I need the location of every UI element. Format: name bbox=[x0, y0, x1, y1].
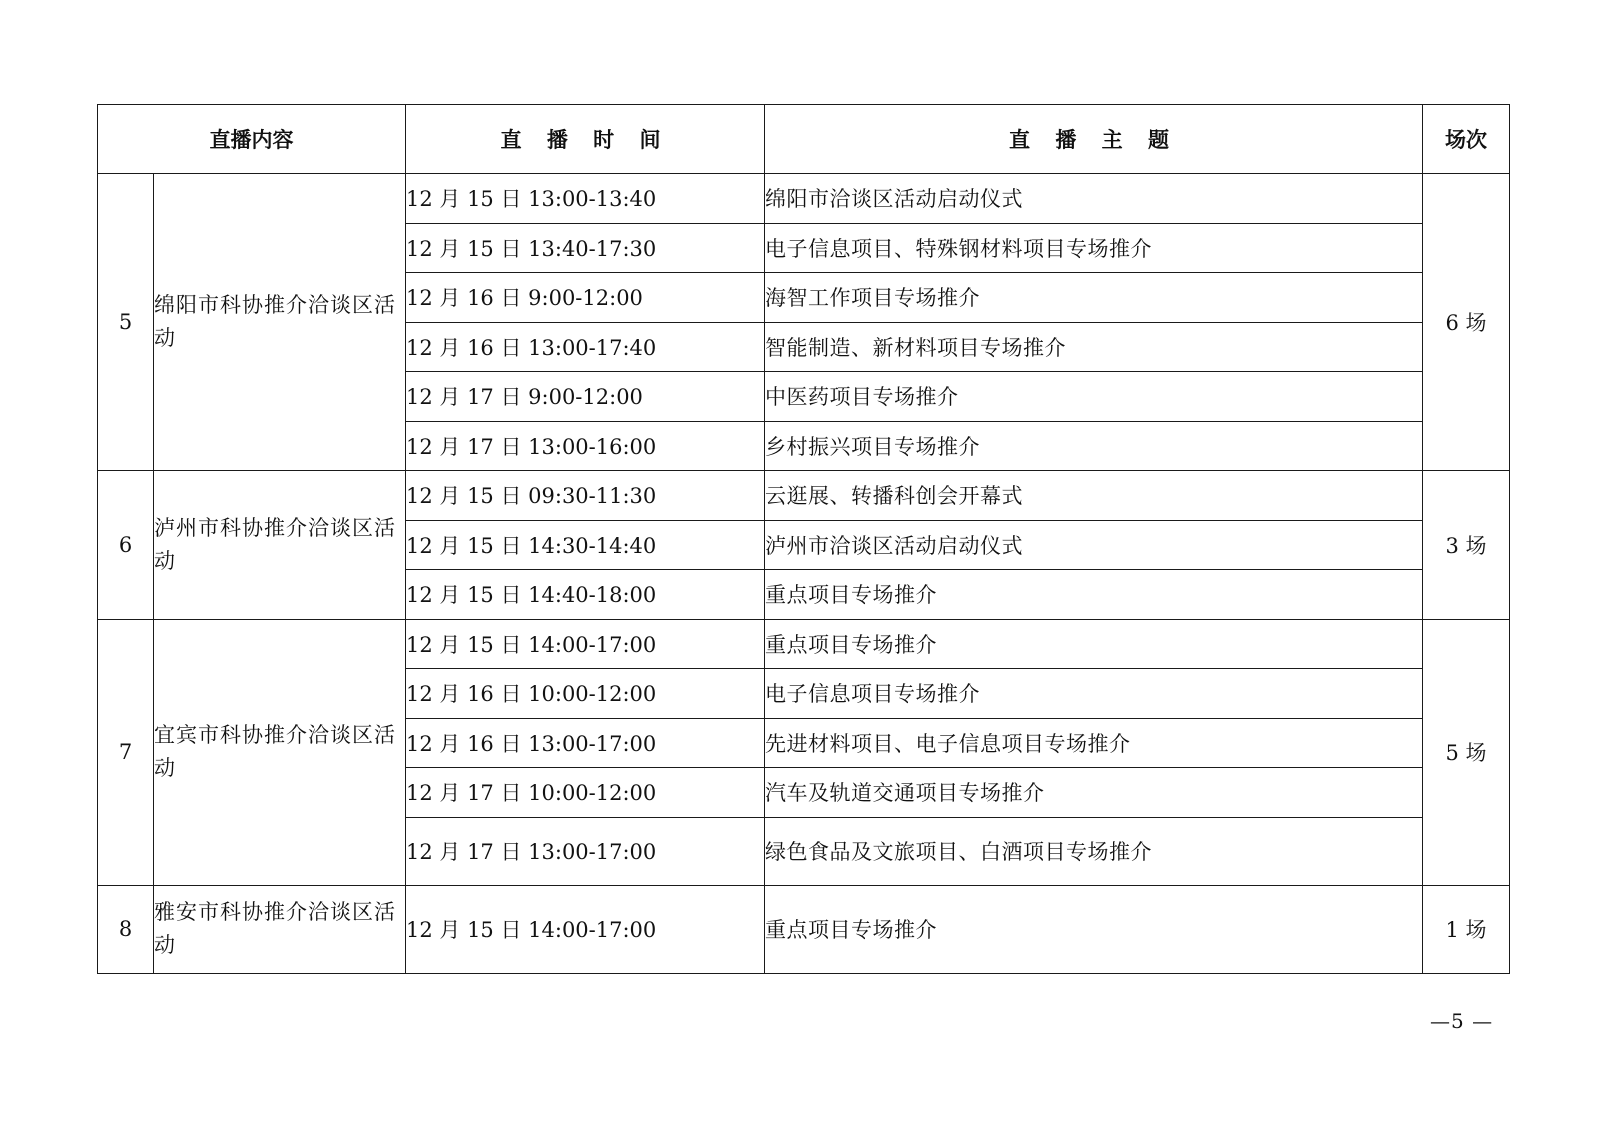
session-count: 5 场 bbox=[1423, 619, 1510, 885]
broadcast-topic: 绵阳市洽谈区活动启动仪式 bbox=[765, 174, 1423, 224]
broadcast-topic: 电子信息项目、特殊钢材料项目专场推介 bbox=[765, 223, 1423, 273]
broadcast-time: 12 月 15 日 14:00-17:00 bbox=[406, 619, 765, 669]
session-count: 6 场 bbox=[1423, 174, 1510, 471]
organizer-name: 绵阳市科协推介洽谈区活动 bbox=[154, 174, 406, 471]
broadcast-topic: 云逛展、转播科创会开幕式 bbox=[765, 471, 1423, 521]
session-count: 3 场 bbox=[1423, 471, 1510, 620]
broadcast-topic: 电子信息项目专场推介 bbox=[765, 669, 1423, 719]
broadcast-topic: 泸州市洽谈区活动启动仪式 bbox=[765, 520, 1423, 570]
table-row bbox=[98, 174, 1510, 224]
organizer-name: 泸州市科协推介洽谈区活动 bbox=[154, 471, 406, 620]
header-row bbox=[98, 105, 1510, 174]
header-time: 直 播 时 间 bbox=[406, 105, 765, 174]
broadcast-time: 12 月 15 日 14:40-18:00 bbox=[406, 570, 765, 620]
broadcast-time: 12 月 16 日 10:00-12:00 bbox=[406, 669, 765, 719]
header-topic: 直 播 主 题 bbox=[765, 105, 1423, 174]
broadcast-time: 12 月 15 日 14:30-14:40 bbox=[406, 520, 765, 570]
organizer-name: 雅安市科协推介洽谈区活动 bbox=[154, 885, 406, 973]
broadcast-topic: 海智工作项目专场推介 bbox=[765, 273, 1423, 323]
organizer-name: 宜宾市科协推介洽谈区活动 bbox=[154, 619, 406, 885]
table-row bbox=[98, 885, 1510, 973]
broadcast-topic: 中医药项目专场推介 bbox=[765, 372, 1423, 422]
broadcast-topic: 智能制造、新材料项目专场推介 bbox=[765, 322, 1423, 372]
header-content: 直播内容 bbox=[98, 105, 406, 174]
broadcast-time: 12 月 17 日 10:00-12:00 bbox=[406, 768, 765, 818]
broadcast-topic: 重点项目专场推介 bbox=[765, 570, 1423, 620]
broadcast-topic: 重点项目专场推介 bbox=[765, 885, 1423, 973]
broadcast-time: 12 月 16 日 9:00-12:00 bbox=[406, 273, 765, 323]
broadcast-time: 12 月 15 日 13:40-17:30 bbox=[406, 223, 765, 273]
table-row bbox=[98, 471, 1510, 521]
broadcast-time: 12 月 16 日 13:00-17:40 bbox=[406, 322, 765, 372]
session-count: 1 场 bbox=[1423, 885, 1510, 973]
group-number: 7 bbox=[98, 619, 154, 885]
broadcast-time: 12 月 17 日 13:00-17:00 bbox=[406, 817, 765, 885]
group-number: 8 bbox=[98, 885, 154, 973]
broadcast-topic: 乡村振兴项目专场推介 bbox=[765, 421, 1423, 471]
broadcast-topic: 汽车及轨道交通项目专场推介 bbox=[765, 768, 1423, 818]
broadcast-time: 12 月 17 日 9:00-12:00 bbox=[406, 372, 765, 422]
broadcast-topic: 先进材料项目、电子信息项目专场推介 bbox=[765, 718, 1423, 768]
header-count: 场次 bbox=[1423, 105, 1510, 174]
broadcast-time: 12 月 15 日 09:30-11:30 bbox=[406, 471, 765, 521]
broadcast-topic: 重点项目专场推介 bbox=[765, 619, 1423, 669]
group-number: 5 bbox=[98, 174, 154, 471]
page-number: —5 — bbox=[1430, 1009, 1494, 1033]
broadcast-time: 12 月 17 日 13:00-16:00 bbox=[406, 421, 765, 471]
broadcast-time: 12 月 15 日 13:00-13:40 bbox=[406, 174, 765, 224]
group-number: 6 bbox=[98, 471, 154, 620]
schedule-table bbox=[97, 104, 1510, 974]
broadcast-time: 12 月 15 日 14:00-17:00 bbox=[406, 885, 765, 973]
table-row bbox=[98, 619, 1510, 669]
broadcast-time: 12 月 16 日 13:00-17:00 bbox=[406, 718, 765, 768]
broadcast-topic: 绿色食品及文旅项目、白酒项目专场推介 bbox=[765, 817, 1423, 885]
